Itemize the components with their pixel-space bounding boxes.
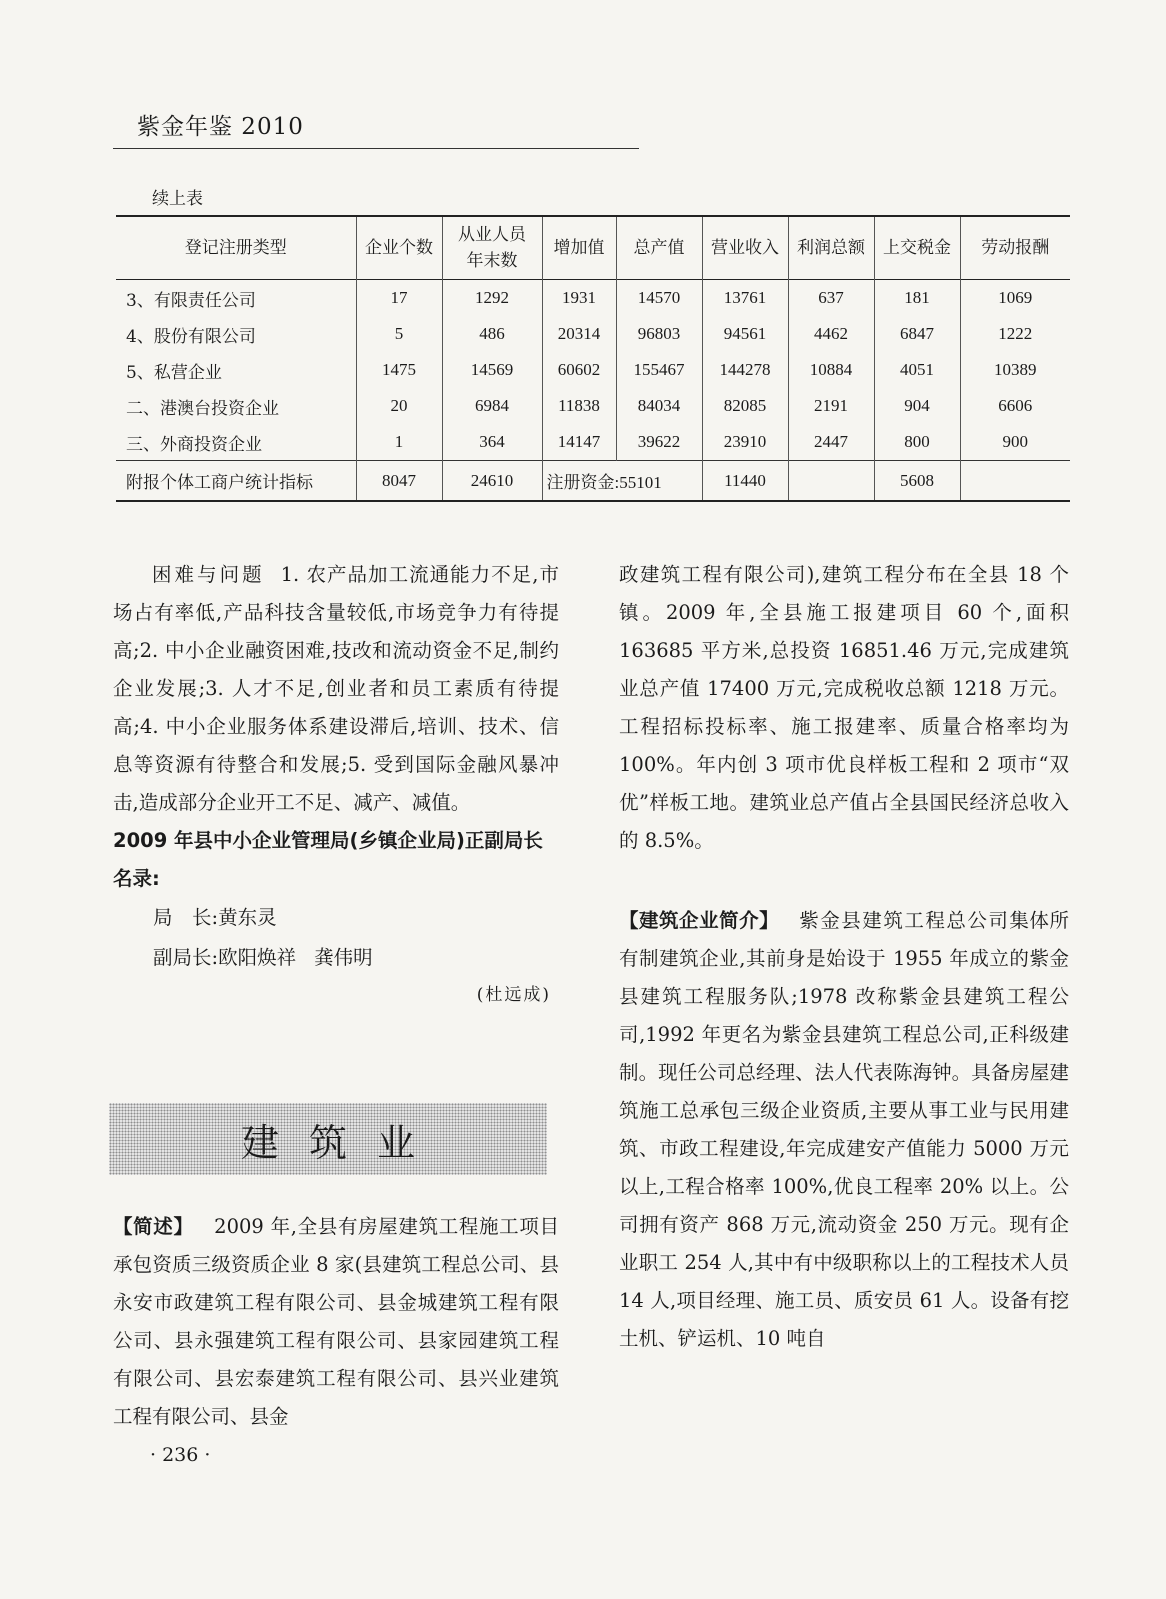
table-cell: 10884 [788,352,874,388]
table-cell: 39622 [616,424,702,461]
table-cell: 1292 [442,280,542,317]
left-column [113,556,559,1012]
table-cell: 84034 [616,388,702,424]
column-header: 总产值 [616,216,702,280]
summary-text: 2009 年,全县有房屋建筑工程施工项目承包资质三级资质企业 8 家(县建筑工程总公司、县永安市政建筑工程有限公司、县金城建筑工程有限公司、县永强建筑工程有限公司、县家园建筑工程有限公司、县宏泰建筑工程有限公司、县兴业建筑工程有限公司、县金 [113,1215,559,1428]
table-cell: 1931 [542,280,616,317]
profile-term: 【建筑企业简介】 [619,909,780,932]
row-label: 附报个体工商户统计指标 [126,473,313,493]
profile-company: 紫金县建筑工程总公司 [799,909,1010,932]
table-cell: 155467 [616,352,702,388]
column-header: 登记注册类型 [184,238,287,258]
deputy-label: 副局长: [153,946,219,969]
running-header: 紫金年鉴 2010 [137,114,304,140]
table-caption: 续上表 [152,189,203,209]
table-cell: 5608 [874,461,960,502]
director-label: 局 长: [153,906,219,929]
table-cell: 4462 [788,316,874,352]
header-rule [113,148,639,149]
profile-text: 集体所有制建筑企业,其前身是始设于 1955 年成立的紫金县建筑工程服务队;1978 改称紫金县建筑工程公司,1992 年更名为紫金县建筑工程总公司,正科级建制。现任公司总经理、法人代表陈海钟。具备房屋建筑施工总承包三级企业资质,主要从事工业与民用建筑、市政工程建设,年完成建安产值能力 5000 万元以上,工程合格率 100%,优良工程率 20% 以上。公司拥有资产 868 万元,流动资金 250 万元。现有企业职工 254 人,其中有中级职称以上的工程技术人员 14 人,项目经理、施工员、质安员 61 人。设备有挖土机、铲运机、10 吨自 [619,909,1069,1350]
table-cell: 24610 [442,461,542,502]
summary-term: 【简述】 [113,1215,194,1238]
row-label: 4、股份有限公司 [126,326,256,347]
table-cell: 17 [356,280,442,317]
page-number: · 236 · [150,1444,211,1466]
deputy-name: 欧阳焕祥 [218,946,297,969]
table-cell: 20314 [542,316,616,352]
table-cell: 13761 [702,280,788,317]
table-cell: 8047 [356,461,442,502]
director-name: 黄东灵 [218,906,277,929]
profile-paragraph [619,902,1069,1358]
row-label: 三、外商投资企业 [126,434,262,455]
table-cell [788,461,874,502]
table-cell: 1 [356,424,442,461]
table-row [116,388,1070,424]
deputy-name: 龚伟明 [314,946,373,969]
table-cell: 60602 [542,352,616,388]
director-list-heading: 2009 年县中小企业管理局(乡镇企业局)正副局长名录: [113,829,543,890]
column-header: 利润总额 [788,216,874,280]
right-column [619,556,1069,1358]
problems-paragraph [113,556,559,822]
problems-term: 困难与问题 [152,563,265,586]
table-cell: 14147 [542,424,616,461]
table-cell: 486 [442,316,542,352]
summary-paragraph [113,1208,559,1436]
table-cell: 6606 [960,388,1070,424]
row-label: 二、港澳台投资企业 [126,398,279,419]
table-cell: 20 [356,388,442,424]
column-header: 从业人员 年末数 [442,216,542,280]
table-cell [960,461,1070,502]
table-cell: 23910 [702,424,788,461]
table-cell: 4051 [874,352,960,388]
table-cell: 6847 [874,316,960,352]
row-label: 5、私营企业 [126,362,222,383]
table-cell: 900 [960,424,1070,461]
column-header: 企业个数 [356,216,442,280]
table-cell: 144278 [702,352,788,388]
table-cell: 11440 [702,461,788,502]
column-header: 营业收入 [702,216,788,280]
table-cell: 2447 [788,424,874,461]
table-cell: 1475 [356,352,442,388]
table-footer-row [116,461,1070,502]
column-header: 增加值 [542,216,616,280]
problems-text: 1. 农产品加工流通能力不足,市场占有率低,产品科技含量较低,市场竞争力有待提高;2. 中小企业融资困难,技改和流动资金不足,制约企业发展;3. 人才不足,创业者和员工素质有待提高;4. 中小企业服务体系建设滞后,培训、技术、信息等资源有待整合和发展;5. 受到国际金融风暴冲击,造成部分企业开工不足、减产、减值。 [113,563,559,814]
director-line [113,898,559,938]
table-cell: 904 [874,388,960,424]
statistics-table [116,215,1070,502]
table-header-row [116,216,1070,280]
section-title: 建筑业 [240,1120,445,1165]
table-cell: 2191 [788,388,874,424]
table-cell: 637 [788,280,874,317]
table-cell: 82085 [702,388,788,424]
table-cell: 800 [874,424,960,461]
column-header: 上交税金 [874,216,960,280]
registered-capital-cell: 注册资金:55101 [542,461,702,502]
summary-continuation: 政建筑工程有限公司),建筑工程分布在全县 18 个镇。2009 年,全县施工报建项目 60 个,面积 163685 平方米,总投资 16851.46 万元,完成建筑业总产值 17400 万元,完成税收总额 1218 万元。工程招标投标率、施工报建率、质量合格率均为 100%。年内创 3 项市优良样板工程和 2 项市“双优”样板工地。建筑业总产值占全县国民经济总收入的 8.5%。 [619,563,1069,852]
row-label: 3、有限责任公司 [126,290,256,311]
author-attribution: (杜远成) [476,985,551,1005]
table-cell: 94561 [702,316,788,352]
table-cell: 181 [874,280,960,317]
table-cell: 364 [442,424,542,461]
table-cell: 14570 [616,280,702,317]
table-cell: 1069 [960,280,1070,317]
table-cell: 14569 [442,352,542,388]
table-row [116,316,1070,352]
table-cell: 10389 [960,352,1070,388]
deputy-line [113,938,559,978]
column-header: 劳动报酬 [960,216,1070,280]
table-row [116,424,1070,461]
table-cell: 6984 [442,388,542,424]
section-banner [109,1103,547,1175]
summary-column [113,1208,559,1436]
table-row [116,352,1070,388]
table-cell: 5 [356,316,442,352]
table-cell: 1222 [960,316,1070,352]
table-row [116,280,1070,317]
table-cell: 96803 [616,316,702,352]
table-cell: 11838 [542,388,616,424]
